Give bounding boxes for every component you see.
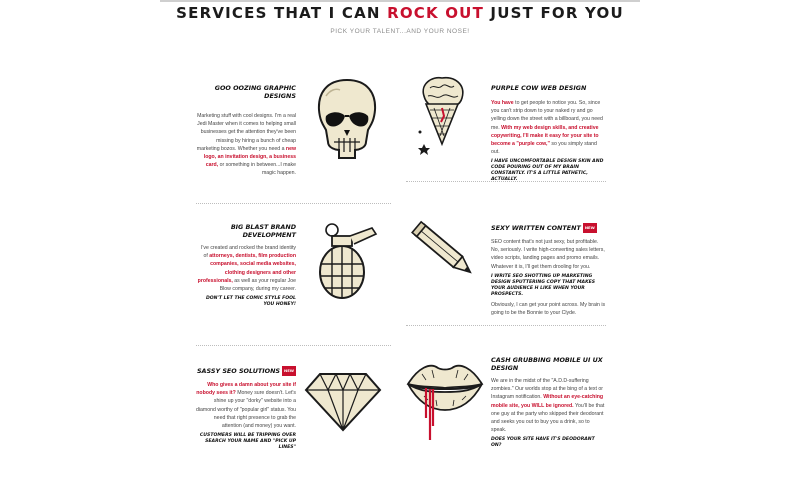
new-badge: NEW xyxy=(583,223,597,233)
row-divider-right-1 xyxy=(406,181,606,182)
service-description: Marketing stuff with cool designs. I'm a real Jedi Master when it comes to helping small businesses get the attention they've been missing by hiring a bunch of cheap marketing bozos. Whether you need a new logo, an invitation design, a business card, or something in between...I make magic happen. xyxy=(196,113,296,177)
new-badge: NEW xyxy=(282,366,296,376)
service-description: We are in the midst of the "A.D.D-suffering zombies." Our worlds stop at the bing of a text or Instagram notification. Without an eye-catching mobile site, you WILL be ignored. You'll be that one guy at the party who skipped their deodorant and seeks you out to buy you a drink, so to speak. xyxy=(491,378,605,434)
service-description: Who gives a damn about your site if nobody sees it? Money sure doesn't. Let's shine up your "dorky" website into a diamond worthy of "popular girl" status. You need that right presence to grab the attention (and money) you want. xyxy=(196,382,296,430)
ice-cream-brain-icon xyxy=(414,74,470,158)
row-divider-right-2 xyxy=(406,325,606,326)
diamond-icon xyxy=(302,370,384,434)
page-subtitle: PICK YOUR TALENT...AND YOUR NOSE! xyxy=(330,28,470,35)
service-seo-solutions xyxy=(196,366,296,451)
skull-icon xyxy=(312,76,382,162)
service-title[interactable]: BIG BLAST BRAND DEVELOPMENT xyxy=(230,223,296,239)
row-divider-left-2 xyxy=(196,345,391,346)
grenade-icon xyxy=(310,220,384,304)
service-title[interactable]: PURPLE COW WEB DESIGN xyxy=(491,84,587,92)
service-note: DOES YOUR SITE HAVE IT'S DEODORANT ON? xyxy=(491,437,595,449)
service-title[interactable]: CASH GRUBBING MOBILE UI UX DESIGN xyxy=(491,356,603,372)
lips-icon xyxy=(406,356,484,442)
service-mobile-ui-ux xyxy=(491,356,606,449)
service-note: I HAVE UNCOMFORTABLE DESIGN SKIN AND CODE POURING OUT OF MY BRAIN CONSTANTLY. IT'S A LITTLE PATHETIC, ACTUALLY. xyxy=(491,159,604,183)
service-description: You have to get people to notice you. So, since you can't strip down to your naked ry and go yelling down the street with a billboard, you need me. With my web design skills, and creative copywriting, I'll make it easy for your site to become a "purple cow," so you simply stand out. xyxy=(491,100,603,156)
service-description: SEO content that's not just sexy, but profitable. No, seriously. I write high-converting sales letters, video scripts, landing pages and promo emails. Whatever it is, I'll get them drooling for you. xyxy=(491,239,605,270)
service-brand-development xyxy=(196,223,296,308)
service-description-2: Obviously, I can get your point across. My brain is going to be the Bonnie to your Clyde. xyxy=(491,301,606,317)
page-title: SERVICES THAT I CAN ROCK OUT JUST FOR YOU xyxy=(176,4,624,22)
service-graphic-designs xyxy=(196,84,296,178)
service-title[interactable]: SEXY WRITTEN CONTENT NEW xyxy=(491,224,595,232)
title-highlight: ROCK OUT xyxy=(387,4,484,22)
service-title[interactable]: SASSY SEO SOLUTIONS NEW xyxy=(196,367,294,375)
section-header xyxy=(0,2,800,35)
pencil-icon xyxy=(408,218,482,284)
service-title[interactable]: GOO OOZING GRAPHIC DESIGNS xyxy=(214,84,296,100)
service-written-content xyxy=(491,223,606,317)
service-note: DON'T LET THE COMIC STYLE FOOL YOU HONEY! xyxy=(205,296,296,308)
row-divider-left-1 xyxy=(196,203,391,204)
service-web-design xyxy=(491,84,606,183)
service-note: I WRITE SEO SHOTTING UP MARKETING DESIGN SPUTTERING COPY THAT MAKES YOUR AUDIENCE H LIKE WHEN YOUR PROSPECTS. xyxy=(491,273,596,297)
service-description: I've created and rocked the brand identity of attorneys, dentists, film production companies, social media websites, clothing designers and other professionals, as well as your regular Joe Blow company, during my career. xyxy=(197,245,296,293)
service-note: CUSTOMERS WILL BE TRIPPING OVER SEARCH YOUR NAME AND "PICK UP LINES" xyxy=(199,433,296,451)
